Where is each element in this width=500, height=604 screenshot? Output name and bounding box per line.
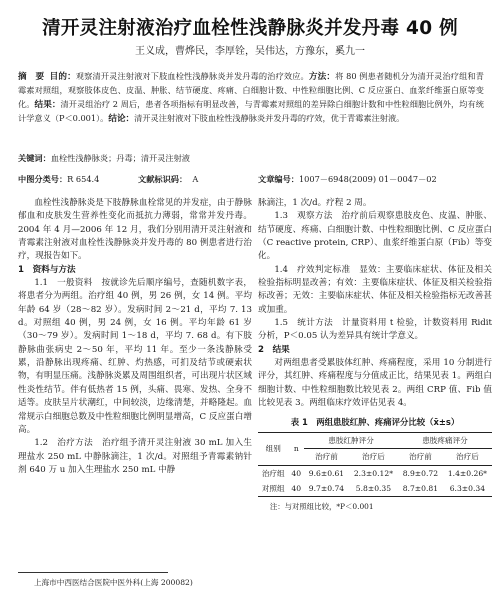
cell-pain-before: 8.9±0.72	[402, 468, 439, 478]
abstract-result: 清开灵组治疗 2 周后，患者各项指标有明显改善，与青霉素对照组的差异除白细胞计数和中性粒细胞比例外，均有统计学意义（P＜0.001）。	[18, 98, 484, 124]
score-table	[258, 432, 492, 497]
table-1	[258, 416, 492, 514]
col-pain-header: 患肢疼痛评分	[398, 432, 492, 448]
abstract-conclusion-label: 结论：	[108, 114, 135, 125]
abstract-objective-label: 目的：	[49, 72, 76, 82]
abstract-conclusion: 清开灵注射液对下肢血栓性浅静脉炎并发丹毒的疗效，优于青霉素注射液。	[134, 113, 405, 124]
affiliation-footnote: 上海市中西医结合医院中医外科(上海 200082)	[34, 578, 193, 587]
section-heading-results: 2 结果	[258, 344, 290, 355]
clc-field	[18, 174, 100, 185]
sub-before-2: 治疗前	[398, 449, 443, 465]
footnote-divider	[18, 572, 168, 573]
cell-pain-after: 1.4±0.26*	[447, 468, 487, 478]
sub-before-1: 治疗前	[304, 449, 349, 465]
intro-paragraph: 血栓性浅静脉炎是下肢静脉血栓常见的并发症，由于静脉郁血和皮肤发生营养性变化而抵抗力薄弱，常常并发丹毒。2004 年 4 月—2006 年 12 月，我们分别用清开灵注射液和青霉素注射液对血栓性浅静脉炎并发丹毒的 80 例患者进行治疗，现报告如下。	[18, 198, 252, 262]
paragraph-general-data: 1.1 一般资料 按就诊先后顺序编号，查随机数字表，将患者分为两组。治疗组 40 例，男 26 例，女 14 例。平均年龄 64 岁（28～82 岁）。发病时间 2～21 d，平均 7. 13 d。对照组 40 例，男 24 例，女 16 例。平均年龄 61 岁（30～79 岁）。发病时间 1～18 d，平均 7. 68 d。有下肢静脉曲张病史 2～50 年，平均 11 年。至少一条浅静脉受累，沿静脉出现疼痛、红肿、灼热感，可扪及结节或硬索状物，有明显压痛。浅静脉炎累及周围组织者，可出现片状区域性炎性结节。伴有低热者 15 例，头痛、畏寒、发热、全身不适等。皮肤呈片状潮红，中间较淡，边缘清楚，并略隆起。血常规示白细胞总数及中性粒细胞比例明显增高，C 反应蛋白增高。	[18, 278, 252, 435]
table-note: 注：与对照组比较，*P＜0.001	[269, 502, 374, 512]
paragraph-criteria: 1.4 疗效判定标准 显效：主要临床症状、体征及相关检验指标明显改善；有效：主要临床症状、体征及相关检验指标改善；无效：主要临床症状、体征及相关检验指标无改善甚或加重。	[258, 264, 492, 315]
keywords-label: 关键词：	[18, 153, 51, 163]
cell-swelling-before: 9.7±0.74	[304, 481, 349, 497]
cell-group: 治疗组	[261, 468, 285, 478]
keywords-text: 血栓性浅静脉炎；丹毒；清开灵注射液	[50, 153, 190, 163]
paragraph-statistics: 1.5 统计方法 计量资料用 t 检验，计数资料用 Ridit 分析，P＜0.05 认为差异具有统计学意义。	[258, 318, 492, 342]
table-caption: 表 1 两组患肢红肿、疼痛评分比较（x̄±s）	[290, 416, 460, 427]
article-number-value: 1007－6948(2009) 01－0047－02	[298, 174, 437, 184]
col-swelling-header: 患肢红肿评分	[304, 432, 398, 448]
abstract-method: 将 80 例患者随机分为清开灵治疗组和青霉素对照组，观察肢体皮色、皮温、肿胀、结节硬度、疼痛、白细胞计数、中性粒细胞比例、C 反应蛋白、血浆纤维蛋白原等变化。	[18, 71, 484, 109]
paragraph-results: 对两组患者受累肢体红肿、疼痛程度，采用 10 分制进行评分，其红肿、疼痛程度与分值成正比，结果见表 1。两组白细胞计数、中性粒细胞数比较见表 2。两组 CRP 值、Fib 值比较见表 3。两组临床疗效评估见表 4。	[258, 358, 492, 409]
cell-swelling-before: 9.6±0.61	[308, 468, 345, 478]
cell-group: 对照组	[258, 481, 288, 497]
sub-after-1: 治疗后	[349, 449, 398, 465]
doc-code-value: A	[192, 174, 199, 184]
article-number-label: 文章编号：	[258, 174, 299, 184]
abstract-block	[18, 70, 484, 127]
table-row	[258, 465, 492, 481]
cell-swelling-after: 5.8±0.35	[349, 481, 398, 497]
abstract-method-label: 方法：	[308, 72, 336, 82]
classification-line	[18, 174, 484, 188]
doc-code-field	[138, 174, 199, 185]
table-row	[258, 481, 492, 497]
keywords-line	[18, 153, 484, 164]
paragraph-continuation: 脉滴注，1 次/d。疗程 2 周。	[258, 198, 372, 208]
author-list: 王义成，曹烨民，李厚铨，吴伟达，方豫东，奚九一	[135, 46, 365, 57]
paragraph-observation: 1.3 观察方法 治疗前后观察患肢皮色、皮温、肿胀、结节硬度、疼痛、白细胞计数、中性粒细胞比例、C 反应蛋白（C reactive protein, CRP）、血浆纤维蛋白原（Fib）等变化。	[258, 211, 492, 262]
cell-pain-after: 6.3±0.34	[443, 481, 492, 497]
clc-value: R 654.4	[67, 174, 100, 184]
doc-code-label: 文献标识码：	[138, 174, 188, 184]
section-heading-materials: 1 资料与方法	[18, 264, 76, 275]
col-n-header: n	[288, 432, 304, 465]
abstract-result-label: 结果：	[34, 99, 61, 110]
cell-swelling-after: 2.3±0.12*	[353, 468, 393, 478]
cell-n: 40	[288, 481, 304, 497]
paragraph-treatment: 1.2 治疗方法 治疗组予清开灵注射液 30 mL 加入生理盐水 250 mL 中静脉滴注，1 次/d。对照组予青霉素钠针剂 640 万 u 加入生理盐水 250 mL 中静	[18, 438, 252, 475]
sub-after-2: 治疗后	[443, 449, 492, 465]
clc-label: 中图分类号：	[18, 174, 68, 184]
left-column	[18, 197, 252, 477]
right-column	[258, 197, 492, 514]
abstract-label: 摘 要	[18, 72, 45, 82]
abstract-objective: 观察清开灵注射液对下肢血栓性浅静脉炎并发丹毒的治疗效应。	[75, 71, 309, 81]
article-title: 清开灵注射液治疗血栓性浅静脉炎并发丹毒 40 例	[42, 18, 458, 39]
article-number-field	[258, 174, 437, 185]
col-group-header: 组别	[258, 432, 288, 465]
cell-pain-before: 8.7±0.81	[398, 481, 443, 497]
cell-n: 40	[291, 468, 302, 478]
